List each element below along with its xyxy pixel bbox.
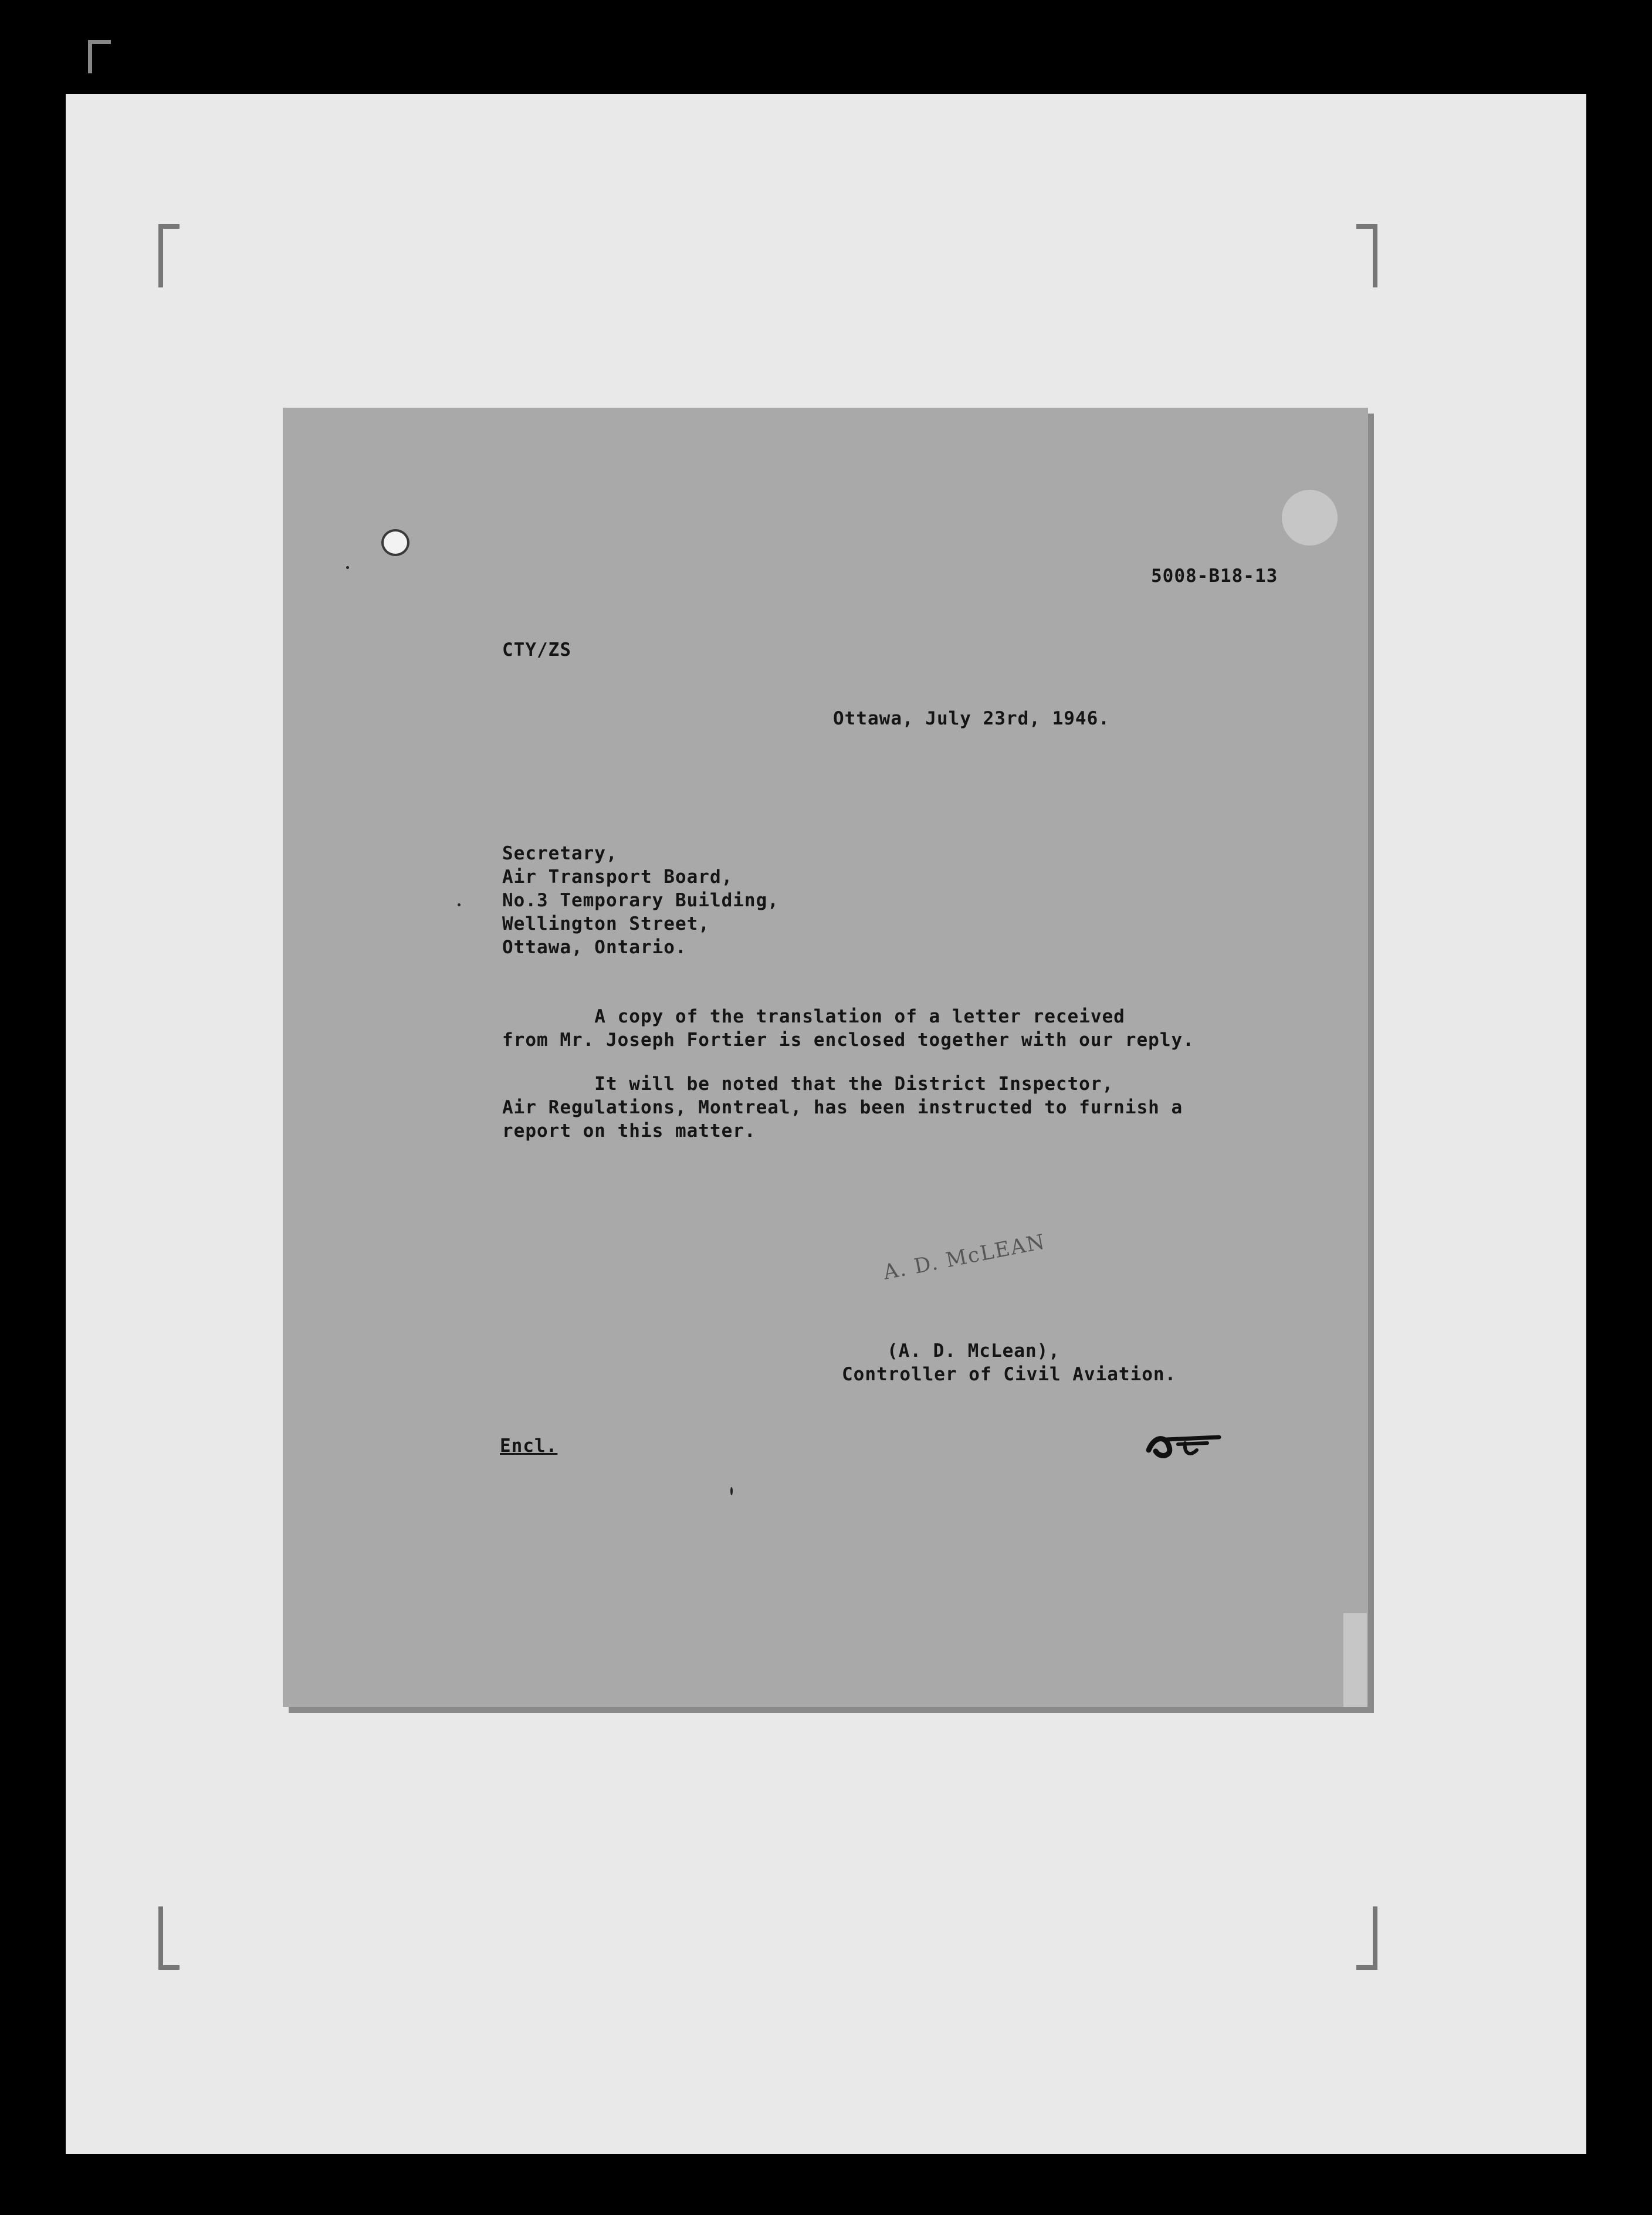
addressee-line: Ottawa, Ontario.: [502, 937, 687, 958]
body-line: from Mr. Joseph Fortier is enclosed together with our reply.: [502, 1029, 1194, 1051]
crop-mark-lower-right: [1356, 1906, 1377, 1970]
crop-mark-upper-left: [158, 224, 180, 287]
body-line: Air Regulations, Montreal, has been instructed to furnish a: [502, 1097, 1183, 1118]
signatory-name: (A. D. McLean),: [887, 1340, 1060, 1361]
body-line: report on this matter.: [502, 1120, 756, 1142]
crop-mark-lower-left: [158, 1906, 180, 1970]
speck: [458, 903, 461, 906]
punch-hole: [381, 529, 409, 556]
handwritten-initials: [1143, 1427, 1225, 1462]
dateline: Ottawa, July 23rd, 1946.: [833, 708, 1110, 729]
addressee-line: Wellington Street,: [502, 913, 710, 934]
signatory-title: Controller of Civil Aviation.: [842, 1364, 1177, 1385]
file-number: 5008-B18-13: [1151, 565, 1278, 587]
addressee-line: Air Transport Board,: [502, 866, 733, 888]
reference-code: CTY/ZS: [502, 639, 571, 661]
signature-stamp: A. D. McLEAN: [881, 1230, 1048, 1285]
corner-blot: [1282, 490, 1338, 546]
addressee-line: Secretary,: [502, 843, 618, 864]
crop-mark-top-left: [88, 40, 111, 73]
letter-sheet: [283, 408, 1368, 1707]
enclosure-note: Encl.: [500, 1435, 558, 1457]
body-line: A copy of the translation of a letter received: [502, 1006, 1125, 1027]
crop-mark-upper-right: [1356, 224, 1377, 287]
sheet-torn-edge: [1343, 1613, 1367, 1707]
speck: [730, 1487, 733, 1495]
speck: [346, 566, 349, 569]
addressee-line: No.3 Temporary Building,: [502, 890, 779, 911]
body-line: It will be noted that the District Inspector,: [502, 1073, 1114, 1095]
